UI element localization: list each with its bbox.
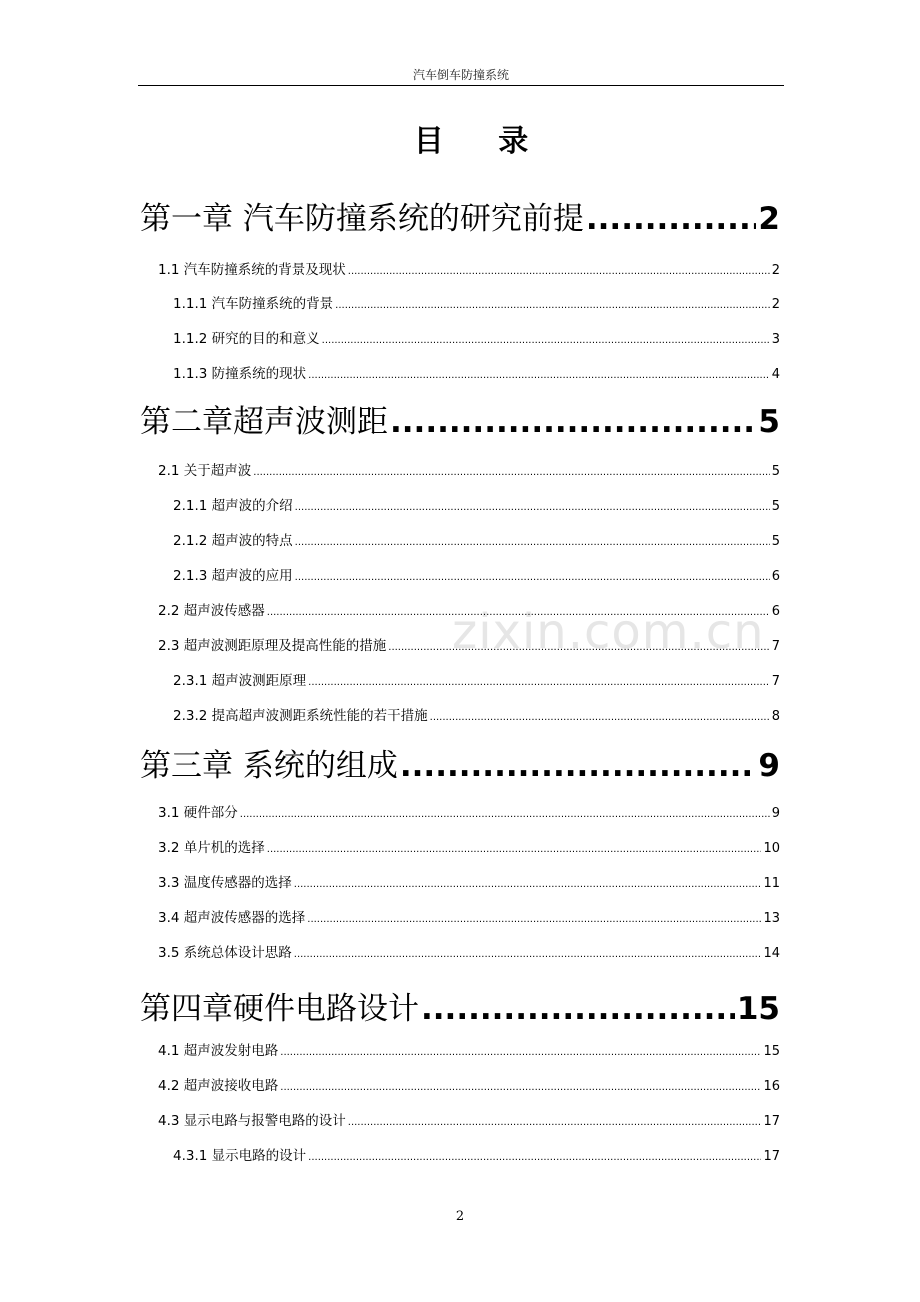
toc-section-entry[interactable]: [158, 599, 780, 621]
toc-leader-dots: [295, 502, 770, 513]
toc-entry-page: 2: [771, 297, 780, 312]
toc-leader-dots: [348, 266, 770, 277]
toc-entry-page: 4: [771, 367, 780, 382]
toc-subsection-entry[interactable]: [173, 529, 780, 551]
toc-entry-page: 13: [763, 911, 780, 926]
toc-chapter-entry[interactable]: [140, 740, 780, 786]
toc-entry-label: 1.1.2 研究的目的和意义: [173, 331, 320, 347]
toc-leader-dots: [348, 1117, 762, 1128]
toc-subsection-entry[interactable]: [173, 669, 780, 691]
toc-entry-label: 2.1.3 超声波的应用: [173, 568, 293, 584]
toc-subsection-entry[interactable]: [173, 362, 780, 384]
toc-entry-label: 2.1.2 超声波的特点: [173, 533, 293, 549]
toc-entry-page: 15: [763, 1044, 780, 1059]
toc-leader-dots: [294, 879, 762, 890]
toc-entry-label: 4.2 超声波接收电路: [158, 1078, 279, 1094]
toc-entry-page: 7: [771, 674, 780, 689]
toc-entry-label: 2.3.2 提高超声波测距系统性能的若干措施: [173, 708, 428, 724]
toc-entry-label: 第二章超声波测距: [140, 404, 388, 440]
toc-entry-label: 3.2 单片机的选择: [158, 840, 265, 856]
toc-entry-label: 2.1 关于超声波: [158, 463, 252, 479]
toc-leader-dots: [280, 1047, 761, 1058]
toc-chapter-entry[interactable]: [140, 983, 780, 1029]
toc-section-entry[interactable]: [158, 459, 780, 481]
toc-subsection-entry[interactable]: [173, 564, 780, 586]
toc-entry-label: 4.1 超声波发射电路: [158, 1043, 279, 1059]
toc-section-entry[interactable]: [158, 836, 780, 858]
toc-leader-dots: [335, 300, 770, 311]
toc-entry-label: 2.3 超声波测距原理及提高性能的措施: [158, 638, 387, 654]
toc-entry-page: 11: [763, 876, 780, 891]
toc-entry-label: 第一章 汽车防撞系统的研究前提: [140, 201, 584, 237]
toc-leader-dots: [421, 991, 735, 1027]
toc-entry-page: 9: [758, 748, 780, 784]
toc-entry-label: 1.1 汽车防撞系统的背景及现状: [158, 262, 346, 278]
toc-entry-page: 5: [771, 534, 780, 549]
toc-leader-dots: [240, 809, 770, 820]
toc-entry-page: 2: [771, 263, 780, 278]
toc-chapter-entry[interactable]: [140, 193, 780, 239]
toc-entry-label: 3.4 超声波传感器的选择: [158, 910, 306, 926]
page-number: 2: [455, 1209, 465, 1224]
toc-entry-label: 第四章硬件电路设计: [140, 991, 419, 1027]
toc-entry-page: 6: [771, 604, 780, 619]
toc-section-entry[interactable]: [158, 906, 780, 928]
toc-leader-dots: [294, 949, 762, 960]
toc-leader-dots: [253, 467, 769, 478]
toc-section-entry[interactable]: [158, 1109, 780, 1131]
toc-leader-dots: [307, 914, 761, 925]
toc-leader-dots: [308, 677, 770, 688]
toc-entry-page: 17: [763, 1149, 780, 1164]
toc-entry-label: 1.1.1 汽车防撞系统的背景: [173, 296, 334, 312]
page-title: 目 录: [413, 124, 551, 159]
toc-entry-page: 2: [758, 201, 780, 237]
toc-section-entry[interactable]: [158, 871, 780, 893]
toc-leader-dots: [400, 748, 757, 784]
toc-entry-label: 3.5 系统总体设计思路: [158, 945, 292, 961]
watermark: zixin.com.cn: [452, 604, 765, 660]
toc-entry-label: 3.3 温度传感器的选择: [158, 875, 292, 891]
toc-entry-page: 15: [736, 991, 780, 1027]
toc-entry-label: 2.1.1 超声波的介绍: [173, 498, 293, 514]
toc-entry-label: 3.1 硬件部分: [158, 805, 238, 821]
toc-entry-page: 7: [771, 639, 780, 654]
toc-leader-dots: [267, 607, 770, 618]
toc-section-entry[interactable]: [158, 941, 780, 963]
toc-leader-dots: [390, 404, 756, 440]
toc-entry-page: 8: [771, 709, 780, 724]
toc-entry-page: 6: [771, 569, 780, 584]
toc-section-entry[interactable]: [158, 1039, 780, 1061]
toc-entry-label: 1.1.3 防撞系统的现状: [173, 366, 307, 382]
toc-leader-dots: [308, 370, 770, 381]
toc-subsection-entry[interactable]: [173, 327, 780, 349]
toc-leader-dots: [586, 201, 757, 237]
toc-leader-dots: [322, 335, 770, 346]
toc-entry-label: 第三章 系统的组成: [140, 748, 398, 784]
toc-leader-dots: [267, 844, 762, 855]
toc-section-entry[interactable]: [158, 801, 780, 823]
toc-subsection-entry[interactable]: [173, 292, 780, 314]
toc-subsection-entry[interactable]: [173, 494, 780, 516]
toc-entry-label: 2.2 超声波传感器: [158, 603, 265, 619]
toc-leader-dots: [295, 572, 770, 583]
toc-leader-dots: [295, 537, 770, 548]
toc-entry-page: 16: [763, 1079, 780, 1094]
toc-entry-page: 9: [771, 806, 780, 821]
toc-entry-label: 2.3.1 超声波测距原理: [173, 673, 307, 689]
toc-subsection-entry[interactable]: [173, 704, 780, 726]
toc-entry-page: 5: [771, 464, 780, 479]
toc-leader-dots: [280, 1082, 761, 1093]
toc-leader-dots: [430, 712, 770, 723]
toc-entry-label: 4.3.1 显示电路的设计: [173, 1148, 307, 1164]
toc-subsection-entry[interactable]: [173, 1144, 780, 1166]
toc-entry-page: 10: [763, 841, 780, 856]
toc-entry-page: 14: [763, 946, 780, 961]
toc-chapter-entry[interactable]: [140, 396, 780, 442]
toc-section-entry[interactable]: [158, 1074, 780, 1096]
toc-entry-page: 5: [758, 404, 780, 440]
toc-leader-dots: [388, 642, 769, 653]
toc-leader-dots: [308, 1152, 761, 1163]
toc-entry-page: 3: [771, 332, 780, 347]
toc-entry-page: 17: [763, 1114, 780, 1129]
toc-section-entry[interactable]: [158, 634, 780, 656]
running-header: 汽车倒车防撞系统: [412, 68, 509, 82]
toc-entry-label: 4.3 显示电路与报警电路的设计: [158, 1113, 346, 1129]
toc-entry-page: 5: [771, 499, 780, 514]
toc-section-entry[interactable]: [158, 258, 780, 280]
